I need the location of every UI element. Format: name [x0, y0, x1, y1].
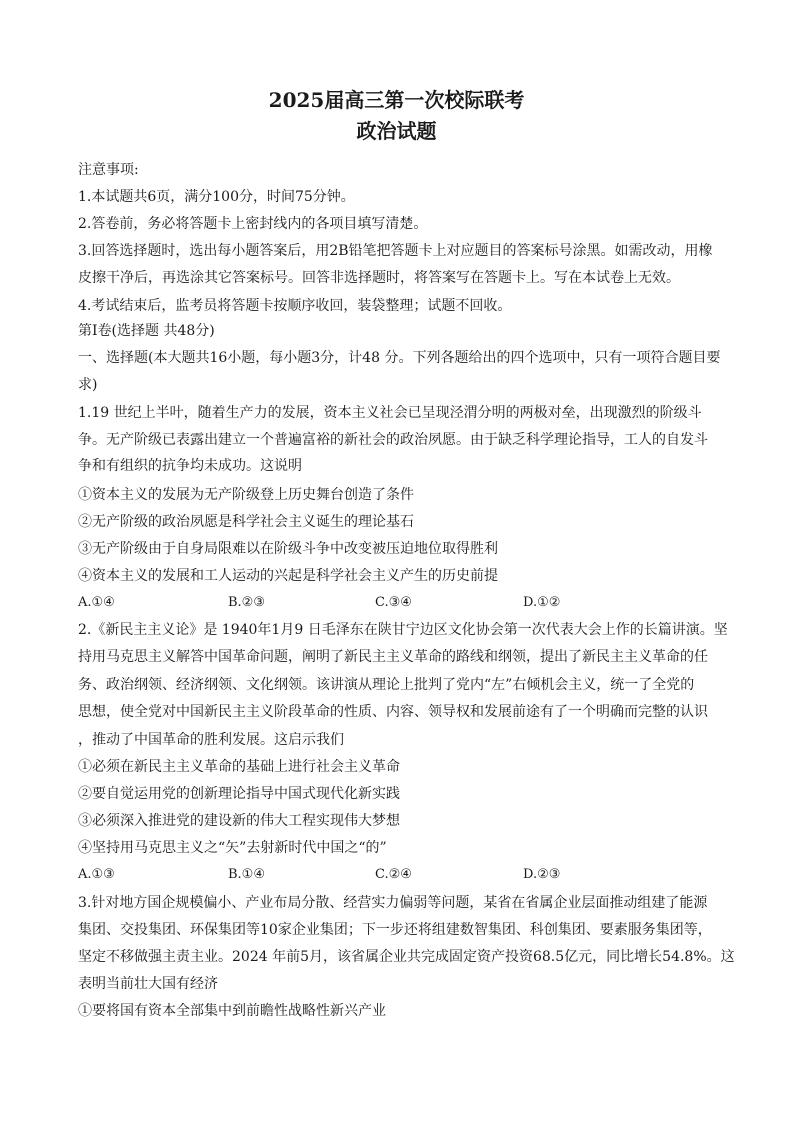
- note-item: 2.答卷前，务必将答题卡上密封线内的各项目填写清楚。: [78, 216, 428, 232]
- question-2-statement: ②要自觉运用党的创新理论指导中国式现代化新实践: [78, 786, 400, 802]
- question-1-statement: ①资本主义的发展为无产阶级登上历史舞台创造了条件: [78, 487, 414, 503]
- question-2-stem: 务、政治纲领、经济纲领、文化纲领。该讲演从理论上批判了党内“左”右倾机会主义，统一了全党的: [78, 677, 695, 693]
- question-2-statement: ④坚持用马克思主义之“矢”去射新时代中国之“的”: [78, 840, 387, 856]
- option-a: A.①③: [78, 867, 115, 882]
- section-intro: 求): [78, 377, 98, 393]
- question-3-stem: 表明当前壮大国有经济: [78, 976, 218, 992]
- note-item: 4.考试结束后，监考员将答题卡按顺序收回，装袋整理；试题不回收。: [78, 298, 512, 314]
- question-2-stem: 2.《新民主主义论》是 1940年1月9 日毛泽东在陕甘宁边区文化协会第一次代表大会上作的长篇讲演。坚: [78, 622, 728, 638]
- question-2-stem: 持用马克思主义解答中国革命问题，阐明了新民主主义革命的路线和纲领，提出了新民主主义革命的任: [78, 649, 708, 665]
- question-2-statement: ③必须深入推进党的建设新的伟大工程实现伟大梦想: [78, 813, 400, 829]
- question-2-statement: ①必须在新民主主义革命的基础上进行社会主义革命: [78, 759, 400, 775]
- question-1-statement: ④资本主义的发展和工人运动的兴起是科学社会主义产生的历史前提: [78, 568, 498, 584]
- note-item: 皮擦干净后，再选涂其它答案标号。回答非选择题时，将答案写在答题卡上。写在本试卷上无效。: [78, 270, 680, 286]
- exam-title: 2025届高三第一次校际联考: [268, 88, 525, 112]
- option-d: D.②③: [523, 867, 561, 882]
- option-d: D.①②: [523, 595, 561, 610]
- question-3-stem: 3.针对地方国企规模偏小、产业布局分散、经营实力偏弱等问题，某省在省属企业层面推动组建了能源: [78, 895, 708, 911]
- question-3-statement: ①要将国有资本全部集中到前瞻性战略性新兴产业: [78, 1003, 386, 1019]
- question-1-statement: ②无产阶级的政治夙愿是科学社会主义诞生的理论基石: [78, 514, 414, 530]
- section-intro: 一、选择题(本大题共16小题，每小题3分，计48 分。下列各题给出的四个选项中，只有一项符合题目要: [78, 350, 721, 366]
- question-3-stem: 集团、交投集团、环保集团等10家企业集团；下一步还将组建数智集团、科创集团、要素服务集团等，: [78, 922, 712, 938]
- section-label: 第Ⅰ卷(选择题 共48分): [78, 323, 215, 339]
- question-2-stem: ，推动了中国革命的胜利发展。这启示我们: [78, 732, 344, 748]
- question-1-statement: ③无产阶级由于自身局限难以在阶级斗争中改变被压迫地位取得胜利: [78, 541, 498, 557]
- option-b: B.①④: [228, 867, 265, 882]
- notes-heading: 注意事项:: [78, 162, 139, 178]
- note-item: 3.回答选择题时，选出每小题答案后，用2B铅笔把答题卡上对应题目的答案标号涂黑。如需改动，用橡: [78, 243, 713, 259]
- option-c: C.③④: [375, 595, 412, 610]
- exam-subject: 政治试题: [356, 119, 437, 143]
- option-a: A.①④: [78, 595, 115, 610]
- note-item: 1.本试题共6页，满分100分，时间75分钟。: [78, 189, 355, 205]
- option-c: C.②④: [375, 867, 412, 882]
- question-1-stem: 1.19 世纪上半叶，随着生产力的发展，资本主义社会已呈现泾渭分明的两极对垒，出现激烈的阶级斗: [78, 405, 702, 421]
- option-b: B.②③: [228, 595, 265, 610]
- question-2-options: [78, 866, 718, 884]
- question-1-stem: 争。无产阶级已表露出建立一个普遍富裕的新社会的政治夙愿。由于缺乏科学理论指导，工人的自发斗: [78, 432, 708, 448]
- question-1-stem: 争和有组织的抗争均未成功。这说明: [78, 458, 302, 474]
- question-2-stem: 思想，使全党对中国新民主主义阶段革命的性质、内容、领导权和发展前途有了一个明确而完整的认识: [78, 704, 708, 720]
- question-3-stem: 坚定不移做强主责主业。2024 年前5月，该省属企业共完成固定资产投资68.5亿元，同比增长54.8%。这: [78, 949, 735, 965]
- question-1-options: [78, 594, 718, 612]
